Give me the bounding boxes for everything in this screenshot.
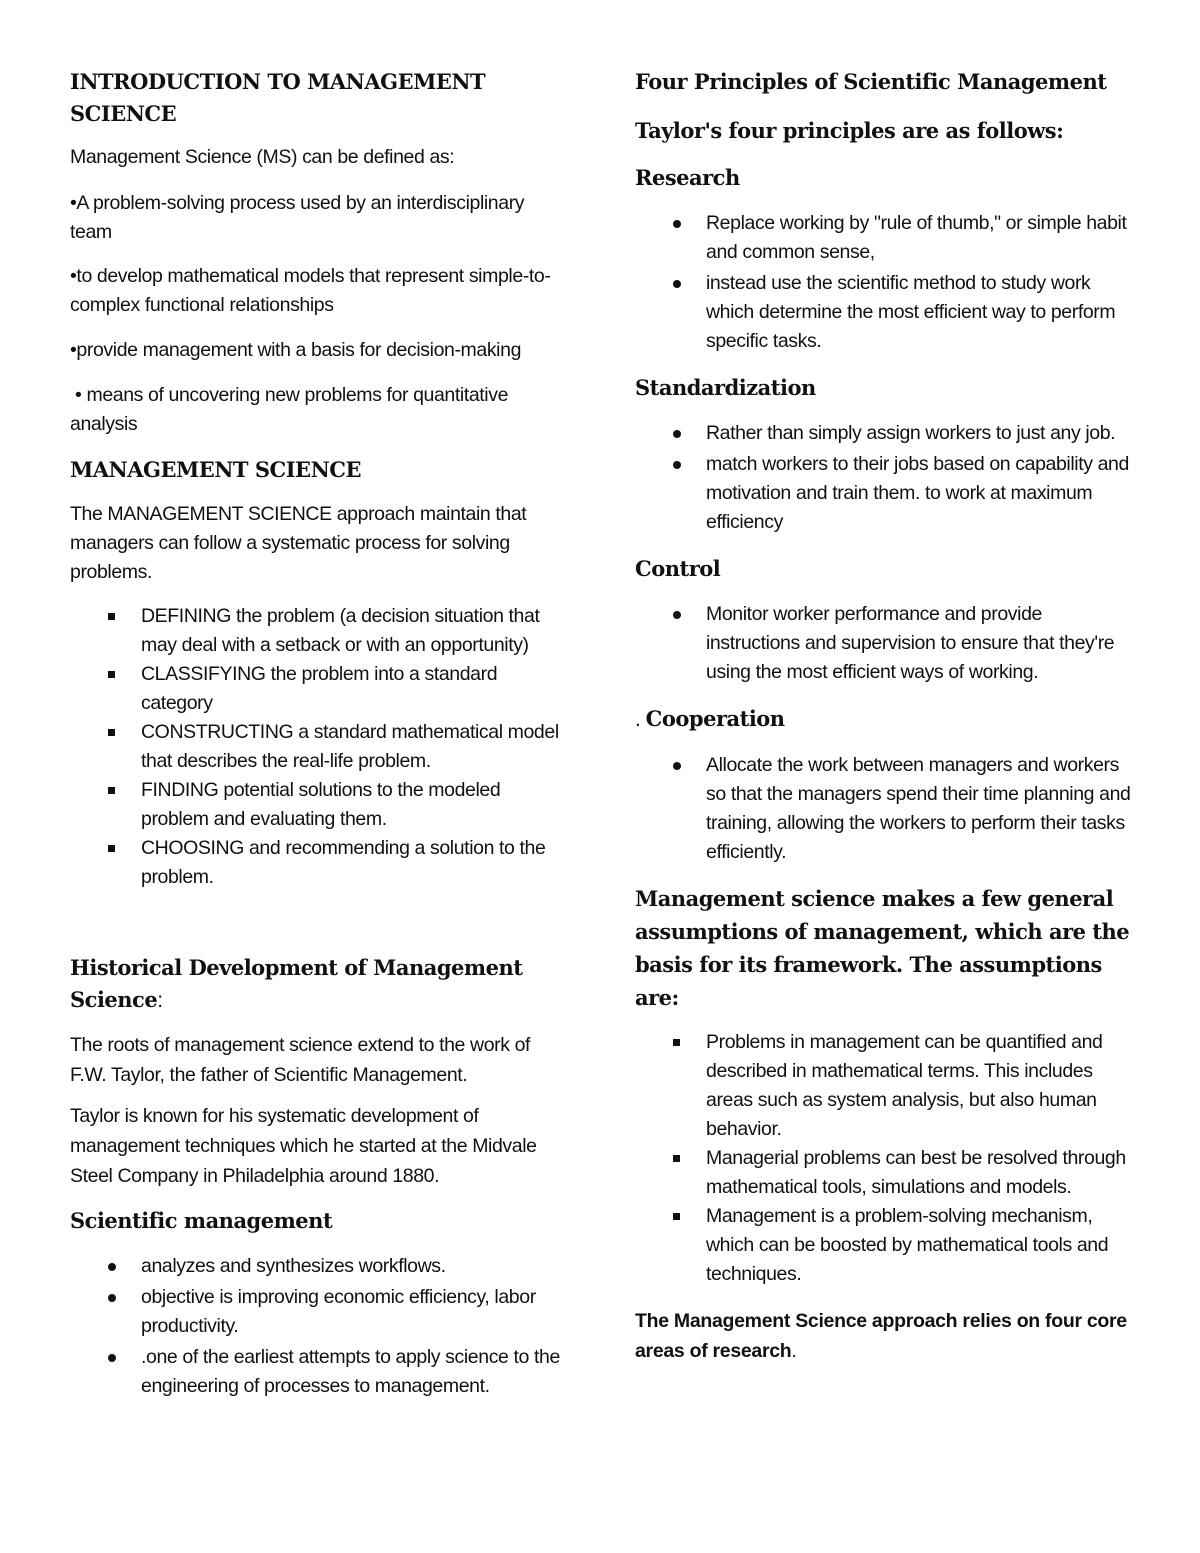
ms-steps-list xyxy=(70,602,570,892)
standardization-list xyxy=(635,419,1135,537)
list-item: DEFINING the problem (a decision situation that may deal with a setback or with an opportunity) xyxy=(70,602,570,660)
research-title: Research xyxy=(635,165,740,190)
square-bullet-icon xyxy=(108,787,115,794)
ms-title: MANAGEMENT SCIENCE xyxy=(70,457,361,482)
intro-point: •A problem-solving process used by an interdisciplinary team xyxy=(70,192,525,243)
sci-title: Scientific management xyxy=(70,1208,333,1233)
intro-definition: Management Science (MS) can be defined as: xyxy=(70,146,455,168)
dot-bullet-icon xyxy=(673,280,681,288)
square-bullet-icon xyxy=(673,1039,680,1046)
control-title: Control xyxy=(635,556,721,581)
intro-point: • means of uncovering new problems for quantitative analysis xyxy=(70,384,514,435)
list-item: Rather than simply assign workers to just any job. xyxy=(635,419,1135,448)
sci-points-list xyxy=(70,1252,570,1401)
list-item: .one of the earliest attempts to apply science to the engineering of processes to management. xyxy=(70,1343,570,1401)
dot-bullet-icon xyxy=(673,430,681,438)
list-item: CHOOSING and recommending a solution to the problem. xyxy=(70,834,570,892)
list-item: Management is a problem-solving mechanism, which can be boosted by mathematical tools and techniques. xyxy=(635,1202,1135,1289)
list-item: instead use the scientific method to study work which determine the most efficient way to perform specific tasks. xyxy=(635,269,1135,356)
list-item: Managerial problems can best be resolved through mathematical tools, simulations and models. xyxy=(635,1144,1135,1202)
dot-bullet-icon xyxy=(673,461,681,469)
right-column xyxy=(635,66,1135,1366)
list-item: CLASSIFYING the problem into a standard category xyxy=(70,660,570,718)
list-item: FINDING potential solutions to the modeled problem and evaluating them. xyxy=(70,776,570,834)
taylor-principles-title: Taylor's four principles are as follows: xyxy=(635,118,1064,143)
list-item: Problems in management can be quantified and described in mathematical terms. This includes areas such as system analysis, but also human behavior. xyxy=(635,1028,1135,1144)
ms-text: The MANAGEMENT SCIENCE approach maintain that managers can follow a systematic process for solving problems. xyxy=(70,503,527,583)
cooperation-list xyxy=(635,751,1135,867)
dot-bullet-icon xyxy=(673,220,681,228)
list-item: CONSTRUCTING a standard mathematical model that describes the real-life problem. xyxy=(70,718,570,776)
list-item: Replace working by "rule of thumb," or simple habit and common sense, xyxy=(635,209,1135,267)
standardization-title: Standardization xyxy=(635,375,816,400)
intro-point: •to develop mathematical models that represent simple-to-complex functional relationships xyxy=(70,265,551,316)
intro-title: INTRODUCTION TO MANAGEMENT SCIENCE xyxy=(70,69,486,126)
square-bullet-icon xyxy=(108,729,115,736)
research-list xyxy=(635,209,1135,356)
hist-title: Historical Development of Management Science: xyxy=(70,955,523,1012)
dot-bullet-icon xyxy=(108,1263,116,1271)
dot-bullet-icon xyxy=(673,762,681,770)
hist-paragraph-1: The roots of management science extend to the work of F.W. Taylor, the father of Scientific Management. xyxy=(70,1034,531,1086)
control-list xyxy=(635,600,1135,687)
list-item: objective is improving economic efficiency, labor productivity. xyxy=(70,1283,570,1341)
left-column xyxy=(70,66,570,1401)
square-bullet-icon xyxy=(108,613,115,620)
square-bullet-icon xyxy=(108,671,115,678)
dot-bullet-icon xyxy=(108,1354,116,1362)
assumptions-title: Management science makes a few general assumptions of management, which are the basis for its framework. The assumptions are: xyxy=(635,886,1130,1010)
square-bullet-icon xyxy=(673,1155,680,1162)
closing-statement: The Management Science approach relies on four core areas of research. xyxy=(635,1310,1127,1362)
dot-bullet-icon xyxy=(108,1294,116,1302)
list-item: match workers to their jobs based on capability and motivation and train them. to work at maximum efficiency xyxy=(635,450,1135,537)
square-bullet-icon xyxy=(673,1213,680,1220)
dot-bullet-icon xyxy=(673,611,681,619)
square-bullet-icon xyxy=(108,845,115,852)
list-item: analyzes and synthesizes workflows. xyxy=(70,1252,570,1281)
assumptions-list xyxy=(635,1028,1135,1289)
list-item: Allocate the work between managers and workers so that the managers spend their time planning and training, allowing the workers to perform their tasks efficiently. xyxy=(635,751,1135,867)
four-principles-title: Four Principles of Scientific Management xyxy=(635,69,1107,94)
list-item: Monitor worker performance and provide instructions and supervision to ensure that they're using the most efficient ways of working. xyxy=(635,600,1135,687)
intro-point: •provide management with a basis for decision-making xyxy=(70,339,522,361)
cooperation-title: . Cooperation xyxy=(635,706,785,731)
hist-paragraph-2: Taylor is known for his systematic development of management techniques which he started at the Midvale Steel Company in Philadelphia around 1880. xyxy=(70,1105,537,1187)
